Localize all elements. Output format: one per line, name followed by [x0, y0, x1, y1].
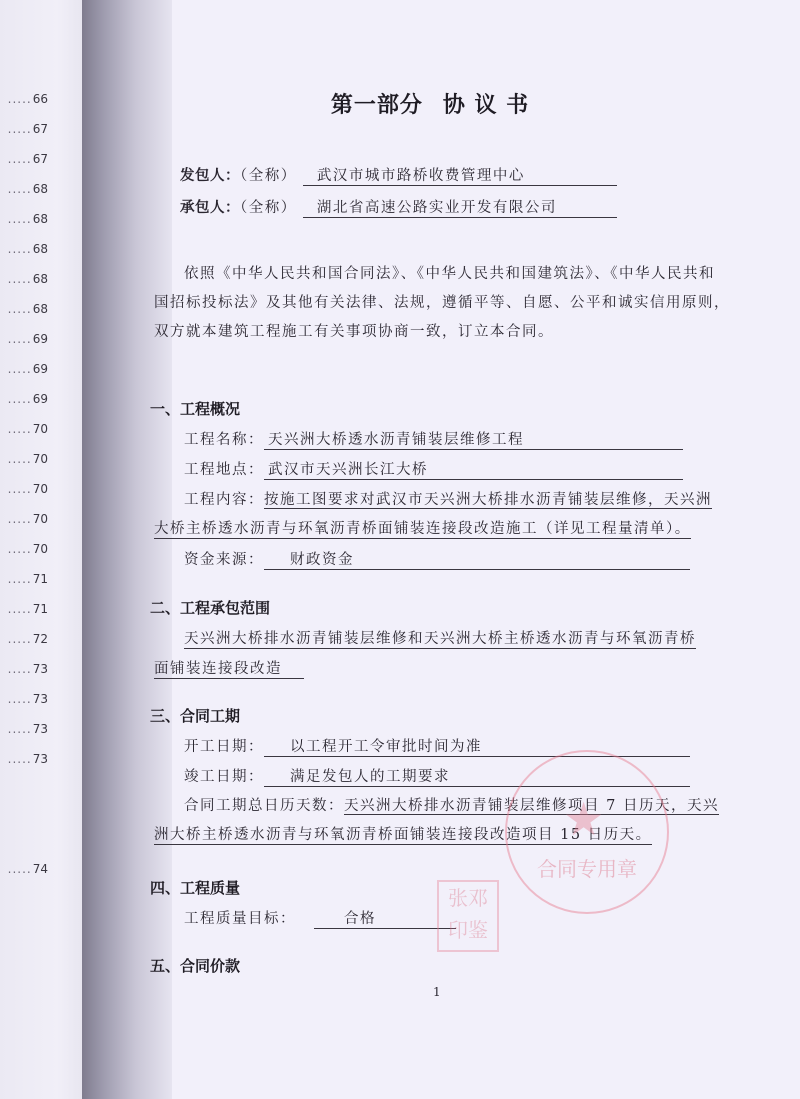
toc-entry	[0, 362, 48, 376]
toc-leader-dots: .....	[7, 752, 32, 766]
toc-page-number: 74	[32, 862, 48, 876]
end-date-label: 竣工日期：	[184, 769, 264, 785]
toc-page-number: 68	[32, 272, 48, 286]
toc-page-number: 68	[32, 182, 48, 196]
toc-page-number: 70	[32, 422, 48, 436]
total-days-line-1: 天兴洲大桥排水沥青铺装层维修项目 7 日历天，天兴	[344, 798, 719, 814]
toc-entry	[0, 242, 48, 256]
title-part: 第一部分	[330, 93, 423, 118]
section-5-heading: 五、合同价款	[150, 957, 241, 975]
toc-entry	[0, 302, 48, 316]
toc-entry	[0, 602, 48, 616]
project-content-line-1: 按施工图要求对武汉市天兴洲大桥排水沥青铺装层维修，天兴洲	[264, 492, 712, 508]
contractor-label: 承包人：	[180, 200, 240, 216]
toc-page-number: 72	[32, 632, 48, 646]
toc-entry	[0, 662, 48, 676]
toc-leader-dots: .....	[7, 122, 32, 136]
toc-leader-dots: .....	[7, 92, 32, 106]
toc-entry	[0, 632, 48, 646]
toc-entry	[0, 752, 48, 766]
contract-seal-stamp	[505, 750, 669, 914]
contractor-hint: （全称）	[240, 200, 297, 216]
toc-page-number: 70	[32, 452, 48, 466]
funding-row	[184, 548, 690, 570]
project-content-label: 工程内容：	[184, 492, 264, 508]
toc-page-number: 70	[32, 542, 48, 556]
toc-page-number: 68	[32, 302, 48, 316]
toc-leader-dots: .....	[7, 512, 32, 526]
section-4-heading: 四、工程质量	[150, 879, 241, 897]
project-location-row	[184, 458, 683, 480]
end-date-value: 满足发包人的工期要求	[264, 765, 690, 787]
toc-page-number: 69	[32, 332, 48, 346]
employer-hint: （全称）	[240, 168, 297, 184]
toc-page-number: 66	[32, 92, 48, 106]
project-name-value: 天兴洲大桥透水沥青铺装层维修工程	[264, 428, 683, 450]
toc-leader-dots: .....	[7, 302, 32, 316]
project-name-row	[184, 428, 683, 450]
toc-page-number: 71	[32, 572, 48, 586]
funding-value: 财政资金	[264, 548, 690, 570]
title-name: 协 议 书	[442, 93, 530, 118]
toc-page-number: 73	[32, 662, 48, 676]
toc-entry	[0, 862, 48, 876]
toc-leader-dots: .....	[7, 212, 32, 226]
toc-entry	[0, 482, 48, 496]
toc-entry	[0, 212, 48, 226]
preamble-line-2: 国招标投标法》及其他有关法律、法规，遵循平等、自愿、公平和诚实信用原则，	[154, 295, 730, 311]
employer-label: 发包人：	[180, 168, 240, 184]
total-days-label: 合同工期总日历天数：	[184, 798, 344, 814]
toc-entry	[0, 542, 48, 556]
project-location-label: 工程地点：	[184, 462, 264, 478]
toc-entry	[0, 122, 48, 136]
contractor-row	[180, 196, 617, 218]
quality-row	[184, 907, 456, 929]
toc-page-number: 70	[32, 512, 48, 526]
funding-label: 资金来源：	[184, 552, 264, 568]
personal-seal-stamp: 张邓印鉴	[437, 880, 499, 952]
agreement-page	[150, 0, 730, 1099]
toc-entry	[0, 152, 48, 166]
toc-leader-dots: .....	[7, 242, 32, 256]
toc-leader-dots: .....	[7, 152, 32, 166]
toc-page-number: 73	[32, 692, 48, 706]
toc-leader-dots: .....	[7, 452, 32, 466]
previous-page-toc-strip	[0, 0, 82, 1099]
toc-leader-dots: .....	[7, 692, 32, 706]
project-location-value: 武汉市天兴洲长江大桥	[264, 458, 683, 480]
toc-leader-dots: .....	[7, 632, 32, 646]
toc-entry	[0, 272, 48, 286]
toc-leader-dots: .....	[7, 862, 32, 876]
toc-page-number: 69	[32, 392, 48, 406]
start-date-label: 开工日期：	[184, 739, 264, 755]
toc-entry	[0, 512, 48, 526]
section-1-heading: 一、工程概况	[150, 400, 241, 418]
project-name-label: 工程名称：	[184, 432, 264, 448]
toc-entry	[0, 332, 48, 346]
toc-page-number: 67	[32, 152, 48, 166]
toc-leader-dots: .....	[7, 422, 32, 436]
section-2-heading: 二、工程承包范围	[150, 599, 271, 617]
toc-leader-dots: .....	[7, 662, 32, 676]
preamble-line-1: 依照《中华人民共和国合同法》、《中华人民共和国建筑法》、《中华人民共和	[184, 266, 715, 282]
start-date-value: 以工程开工令审批时间为准	[264, 735, 690, 757]
toc-leader-dots: .....	[7, 602, 32, 616]
contractor-name: 湖北省高速公路实业开发有限公司	[303, 196, 617, 218]
toc-leader-dots: .....	[7, 182, 32, 196]
toc-page-number: 69	[32, 362, 48, 376]
seal-text: 合同专用章	[537, 857, 637, 881]
toc-entry	[0, 392, 48, 406]
toc-page-number: 73	[32, 722, 48, 736]
toc-leader-dots: .....	[7, 272, 32, 286]
toc-page-number: 70	[32, 482, 48, 496]
employer-row	[180, 164, 617, 186]
toc-page-number: 68	[32, 212, 48, 226]
toc-leader-dots: .....	[7, 482, 32, 496]
total-days-line-2: 洲大桥主桥透水沥青与环氧沥青桥面铺装连接段改造项目 15 日历天。	[154, 823, 652, 845]
quality-label: 工程质量目标：	[184, 911, 296, 927]
toc-entry	[0, 92, 48, 106]
toc-leader-dots: .....	[7, 722, 32, 736]
page-number: 1	[433, 985, 441, 999]
toc-leader-dots: .....	[7, 572, 32, 586]
preamble-line-3: 双方就本建筑工程施工有关事项协商一致，订立本合同。	[154, 324, 554, 340]
project-content-line-2: 大桥主桥透水沥青与环氧沥青桥面铺装连接段改造施工（详见工程量清单）。	[154, 517, 691, 539]
toc-leader-dots: .....	[7, 332, 32, 346]
scope-line-2: 面铺装连接段改造	[154, 657, 304, 679]
toc-entry	[0, 452, 48, 466]
toc-page-number: 71	[32, 602, 48, 616]
project-content-row	[184, 488, 712, 509]
toc-entry	[0, 572, 48, 586]
toc-entry	[0, 422, 48, 436]
toc-entry	[0, 182, 48, 196]
scope-line-1: 天兴洲大桥排水沥青铺装层维修和天兴洲大桥主桥透水沥青与环氧沥青桥	[184, 627, 696, 649]
quality-value: 合格	[314, 907, 456, 929]
page-title	[150, 88, 710, 119]
section-3-heading: 三、合同工期	[150, 707, 241, 725]
toc-page-number: 67	[32, 122, 48, 136]
toc-page-number: 73	[32, 752, 48, 766]
employer-name: 武汉市城市路桥收费管理中心	[303, 164, 617, 186]
seal-star-icon: ★	[563, 792, 605, 846]
toc-leader-dots: .....	[7, 392, 32, 406]
toc-entry	[0, 692, 48, 706]
toc-entry	[0, 722, 48, 736]
toc-leader-dots: .....	[7, 362, 32, 376]
toc-page-number: 68	[32, 242, 48, 256]
toc-leader-dots: .....	[7, 542, 32, 556]
